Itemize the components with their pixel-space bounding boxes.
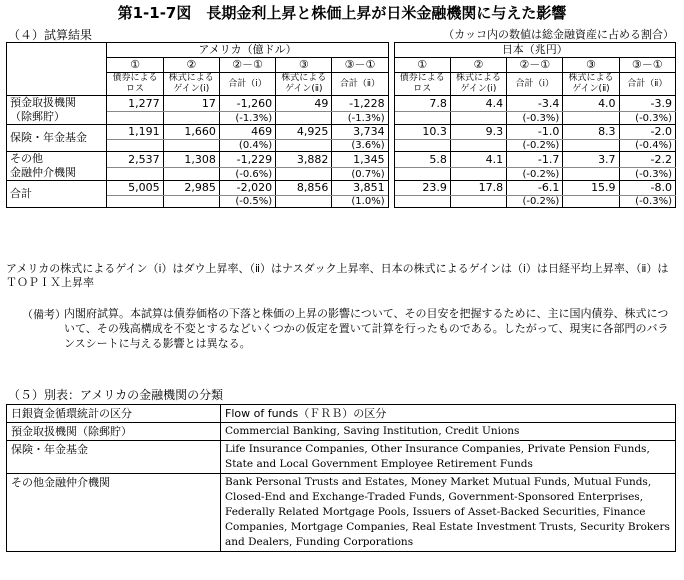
us-value: 2,985: [163, 181, 219, 196]
frb-category: Bank Personal Trusts and Estates, Money Market Mutual Funds, Mutual Funds, Closed-End and Exchange-Traded Funds, Government-Sponsored Enterprises, Federally Related Mortgage Pools, Issuers of Asset-Backed Securities, Finance Companies, Mortgage Companies, Real Estate Investment Trusts, Security Brokers and Dealers, Funding Corporations: [221, 474, 676, 552]
jp-value: -3.9: [619, 96, 675, 112]
notes-text: 内閣府試算。本試算は債券価格の下落と株価の上昇の影響について、その目安を把握するために、主に国内債券、株式について、その残高構成を不変とするなどいくつかの仮定を置いて計算を行ったものである。したがって、現実に各部門のバランスシートに与える影響とは異なる。: [64, 307, 669, 350]
us-share: (0.7%): [332, 168, 388, 181]
jp-share: (-0.2%): [507, 140, 563, 152]
jp-share: (-0.2%): [507, 168, 563, 181]
jp-share: (-0.2%): [507, 196, 563, 208]
row-label: 預金取扱機関 （除郵貯）: [7, 96, 107, 125]
frb-category: Commercial Banking, Saving Institution, Credit Unions: [221, 423, 676, 441]
jp-value: -6.1: [507, 181, 563, 196]
col-number: ③: [563, 58, 619, 73]
jp-share: [394, 140, 450, 152]
col-header: 債券による ロス: [107, 73, 163, 96]
us-share: [163, 140, 219, 152]
us-share: [276, 112, 332, 125]
us-value: 17: [163, 96, 219, 112]
us-value: -1,228: [332, 96, 388, 112]
col-number: ①: [394, 58, 450, 73]
us-share: (-1.3%): [332, 112, 388, 125]
us-value: 469: [219, 125, 275, 140]
col-header: 合計（ⅰ）: [507, 73, 563, 96]
us-share: (-0.5%): [219, 196, 275, 208]
col-number: ②－①: [219, 58, 275, 73]
col-number: ③－①: [332, 58, 388, 73]
us-share: [276, 140, 332, 152]
us-value: -2,020: [219, 181, 275, 196]
us-value: 1,191: [107, 125, 163, 140]
figure-title: 第1-1-7図 長期金利上昇と株価上昇が日米金融機関に与えた影響: [117, 4, 567, 22]
col-header: 株式による ゲイン(ⅰ): [163, 73, 219, 96]
col-number: ③－①: [619, 58, 675, 73]
section-4-heading: （４）試算結果: [8, 28, 93, 42]
jp-value: 4.4: [450, 96, 506, 112]
col-header: 債券による ロス: [394, 73, 450, 96]
col-number: ②: [450, 58, 506, 73]
results-table: [6, 42, 676, 208]
jp-value: 17.8: [450, 181, 506, 196]
frb-category: Life Insurance Companies, Other Insurance Companies, Private Pension Funds, State and Local Government Employee Retirement Funds: [221, 441, 676, 474]
us-value: 3,734: [332, 125, 388, 140]
jp-share: (-0.3%): [619, 112, 675, 125]
us-value: 49: [276, 96, 332, 112]
header-us: アメリカ（億ドル）: [107, 43, 388, 58]
jp-share: [394, 168, 450, 181]
col-header: 株式による ゲイン(ⅱ): [563, 73, 619, 96]
col-header: 合計（ⅰ）: [219, 73, 275, 96]
header-boj-category: 日銀資金循環統計の区分: [7, 405, 221, 423]
us-share: (-1.3%): [219, 112, 275, 125]
col-header: 株式による ゲイン(ⅱ): [276, 73, 332, 96]
us-share: [163, 112, 219, 125]
us-value: 1,308: [163, 152, 219, 168]
section-4-note: （カッコ内の数値は総金融資産に占める割合）: [443, 28, 674, 41]
us-value: -1,260: [219, 96, 275, 112]
corner-cell: [7, 43, 107, 96]
jp-value: -2.0: [619, 125, 675, 140]
jp-share: [394, 112, 450, 125]
notes-label: （備考）: [22, 308, 66, 321]
us-value: 1,277: [107, 96, 163, 112]
boj-category: 預金取扱機関（除郵貯）: [7, 423, 221, 441]
jp-share: [450, 140, 506, 152]
boj-category: その他金融仲介機関: [7, 474, 221, 552]
us-share: [163, 168, 219, 181]
col-header: 合計（ⅱ）: [619, 73, 675, 96]
jp-value: 7.8: [394, 96, 450, 112]
col-header: 株式による ゲイン(ⅰ): [450, 73, 506, 96]
us-value: 2,537: [107, 152, 163, 168]
us-value: 1,345: [332, 152, 388, 168]
boj-category: 保険・年金基金: [7, 441, 221, 474]
section-5-heading: （５）別表：アメリカの金融機関の分類: [8, 388, 224, 402]
jp-share: [394, 196, 450, 208]
jp-share: [450, 168, 506, 181]
us-value: 4,925: [276, 125, 332, 140]
us-share: [107, 196, 163, 208]
jp-share: [563, 168, 619, 181]
jp-value: 4.0: [563, 96, 619, 112]
us-share: [107, 168, 163, 181]
us-share: [107, 112, 163, 125]
table-footnote: アメリカの株式によるゲイン（ⅰ）はダウ上昇率、（ⅱ）はナスダック上昇率、日本の株式によるゲインは（ⅰ）は日経平均上昇率、（ⅱ）はＴＯＰＩＸ上昇率: [6, 262, 669, 289]
classification-table: [6, 404, 676, 552]
us-value: 3,851: [332, 181, 388, 196]
us-value: -1,229: [219, 152, 275, 168]
col-number: ②: [163, 58, 219, 73]
jp-share: (-0.4%): [619, 140, 675, 152]
jp-value: 23.9: [394, 181, 450, 196]
jp-value: -8.0: [619, 181, 675, 196]
jp-share: (-0.3%): [507, 112, 563, 125]
jp-share: [563, 196, 619, 208]
jp-value: 5.8: [394, 152, 450, 168]
row-label: その他 金融仲介機関: [7, 152, 107, 181]
us-value: 5,005: [107, 181, 163, 196]
us-share: [163, 196, 219, 208]
jp-value: -1.0: [507, 125, 563, 140]
jp-value: 10.3: [394, 125, 450, 140]
col-number: ③: [276, 58, 332, 73]
us-share: (1.0%): [332, 196, 388, 208]
us-share: (3.6%): [332, 140, 388, 152]
jp-value: 3.7: [563, 152, 619, 168]
header-frb-category: Flow of funds（ＦＲＢ）の区分: [221, 405, 676, 423]
jp-share: [563, 140, 619, 152]
us-share: [276, 196, 332, 208]
us-value: 1,660: [163, 125, 219, 140]
us-share: [276, 168, 332, 181]
jp-value: 15.9: [563, 181, 619, 196]
jp-value: -2.2: [619, 152, 675, 168]
jp-share: (-0.3%): [619, 196, 675, 208]
row-label: 保険・年金基金: [7, 125, 107, 152]
us-share: [107, 140, 163, 152]
us-value: 8,856: [276, 181, 332, 196]
col-header: 合計（ⅱ）: [332, 73, 388, 96]
us-share: (0.4%): [219, 140, 275, 152]
jp-value: 9.3: [450, 125, 506, 140]
row-label: 合計: [7, 181, 107, 208]
us-share: (-0.6%): [219, 168, 275, 181]
col-number: ②－①: [507, 58, 563, 73]
header-jp: 日本（兆円）: [394, 43, 675, 58]
jp-value: -3.4: [507, 96, 563, 112]
jp-share: [450, 196, 506, 208]
us-value: 3,882: [276, 152, 332, 168]
col-number: ①: [107, 58, 163, 73]
jp-value: -1.7: [507, 152, 563, 168]
jp-share: [563, 112, 619, 125]
jp-share: [450, 112, 506, 125]
jp-value: 8.3: [563, 125, 619, 140]
jp-share: (-0.3%): [619, 168, 675, 181]
jp-value: 4.1: [450, 152, 506, 168]
